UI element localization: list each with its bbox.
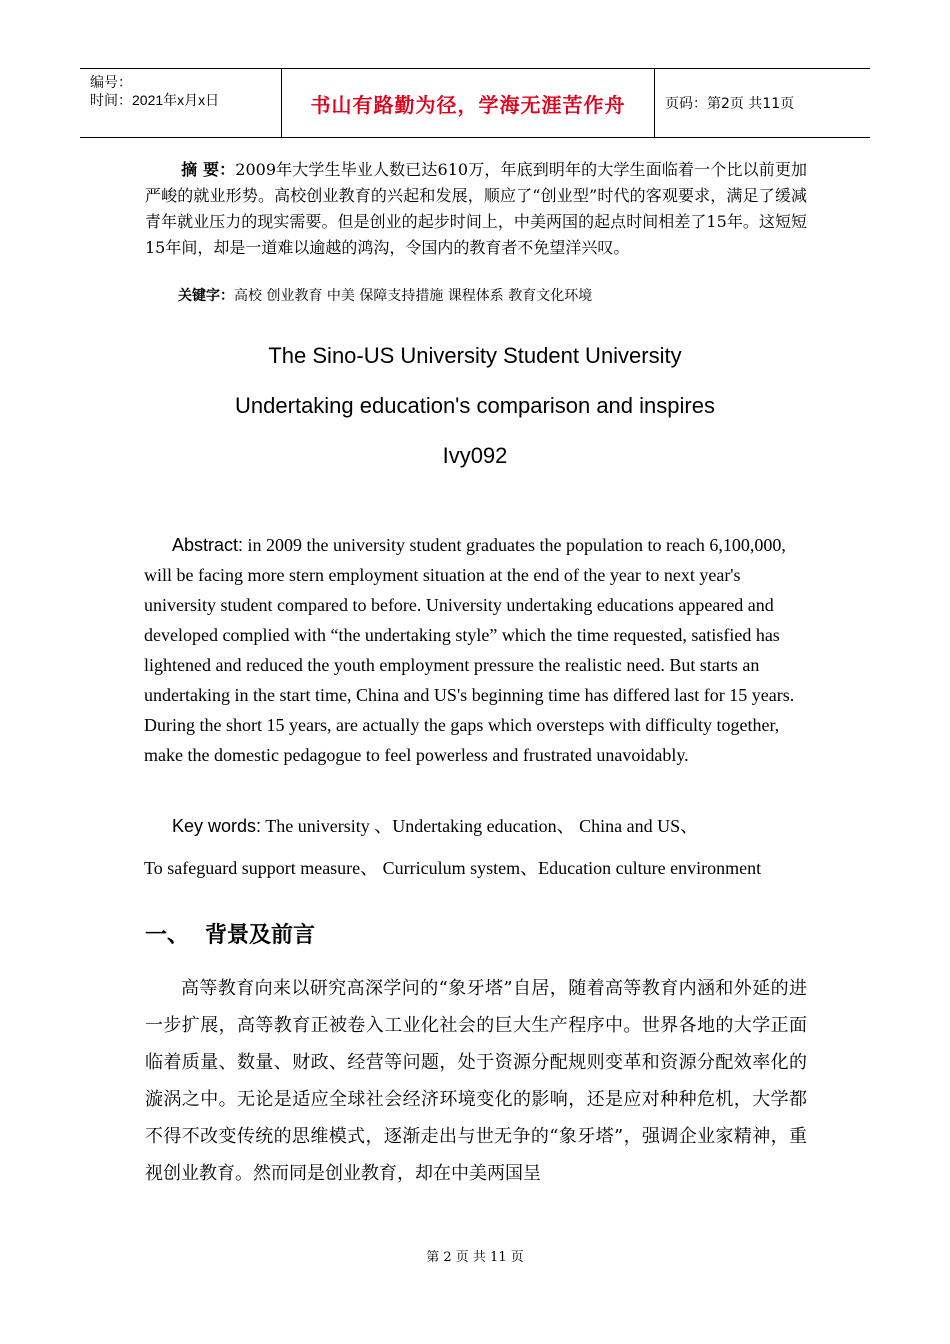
english-abstract-label: Abstract: bbox=[172, 535, 244, 555]
section-body-paragraph: 高等教育向来以研究高深学问的“象牙塔”自居，随着高等教育内涵和外延的进一步扩展，高等教育正被卷入工业化社会的巨大生产程序中。世界各地的大学正面临着质量、数量、财政、经营等问题，处于资源分配规则变革和资源分配效率化的漩涡之中。无论是适应全球社会经济环境变化的影响，还是应对种种危机，大学都不得不改变传统的思维模式，逐渐走出与世无争的“象牙塔”，强调企业家精神，重视创业教育。然而同是创业教育，却在中美两国呈 bbox=[145, 978, 807, 1184]
chinese-abstract bbox=[145, 157, 807, 261]
document-number-label: 编号： bbox=[90, 74, 132, 90]
page-footer: 第 2 页 共 11 页 bbox=[426, 1250, 524, 1265]
english-keywords-label: Key words: bbox=[172, 816, 262, 836]
english-title-author: Ivy092 bbox=[442, 443, 508, 468]
english-title-line-2: Undertaking education's comparison and inspires bbox=[235, 393, 715, 418]
chinese-keywords-label: 关键字： bbox=[178, 288, 234, 304]
english-keywords-text-1: The university 、Undertaking education、 China and US、 bbox=[261, 816, 699, 836]
page-header-table bbox=[80, 68, 870, 138]
section-title: 背景及前言 bbox=[205, 923, 316, 948]
chinese-abstract-text: 2009年大学生毕业人数已达610万，年底到明年的大学生面临着一个比以前更加严峻的就业形势。高校创业教育的兴起和发展，顺应了“创业型”时代的客观要求，满足了缓减青年就业压力的现实需要。但是创业的起步时间上，中美两国的起点时间相差了15年。这短短15年间，却是一道难以逾越的鸿沟，令国内的教育者不免望洋兴叹。 bbox=[145, 160, 807, 257]
english-keywords-line-2: To safeguard support measure、 Curriculum system、Education culture environment bbox=[144, 858, 762, 878]
section-heading bbox=[145, 918, 315, 949]
english-keywords-line-1 bbox=[172, 812, 698, 840]
header-motto: 书山有路勤为径，学海无涯苦作舟 bbox=[282, 69, 655, 137]
document-time-label: 时间：2021年x月x日 bbox=[90, 92, 220, 108]
chinese-keywords-text: 高校 创业教育 中美 保障支持措施 课程体系 教育文化环境 bbox=[234, 288, 593, 304]
english-title-line-1: The Sino-US University Student University bbox=[268, 343, 682, 368]
chinese-abstract-label: 摘 要： bbox=[181, 160, 236, 179]
chinese-keywords bbox=[178, 286, 592, 306]
section-number: 一、 bbox=[145, 923, 190, 948]
header-page-info: 页码：第2页 共11页 bbox=[665, 96, 795, 112]
header-meta-cell bbox=[80, 69, 282, 137]
english-abstract bbox=[144, 530, 809, 770]
english-abstract-text: in 2009 the university student graduates the population to reach 6,100,000, will be facing more stern employment situation at the end of the year to next year's university student compared to before. University undertaking educations appeared and developed complied with “the undertaking style” which the time requested, satisfied has lightened and reduced the youth employment pressure the realistic need. But starts an undertaking in the start time, China and US's beginning time has differed last for 15 years. During the short 15 years, are actually the gaps which oversteps with difficulty together, make the domestic pedagogue to feel powerless and frustrated unavoidably. bbox=[144, 535, 795, 765]
